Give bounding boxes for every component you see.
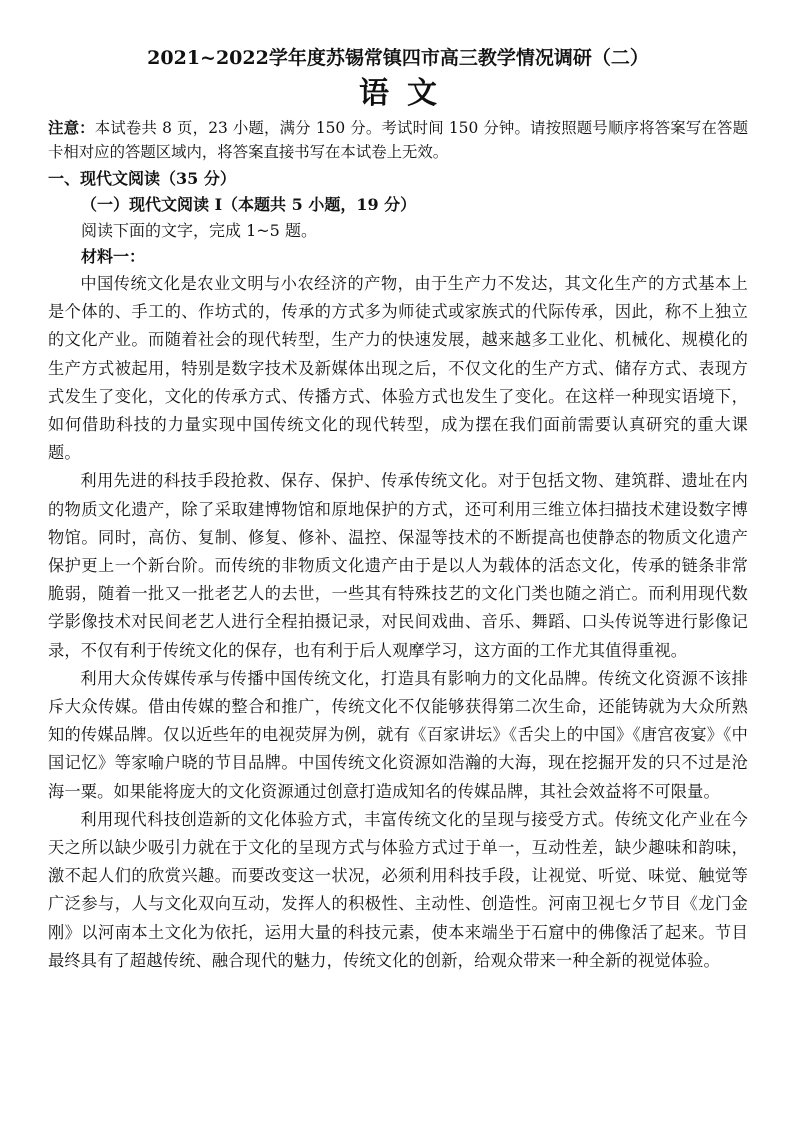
reading-instruction: 阅读下面的文字，完成 1~5 题。 bbox=[81, 221, 317, 240]
notice-label: 注意： bbox=[48, 119, 95, 137]
paragraph: 利用现代科技创造新的文化体验方式，丰富传统文化的呈现与接受方式。传统文化产业在今天之所以缺少吸引力就在于文化的呈现方式与体验方式过于单一，互动性差，缺少趣味和韵味，激不起人们的欣赏兴趣。而要改变这一状况，必须利用科技手段，让视觉、听觉、味觉、触觉等广泛参与，人与文化双向互动，发挥人的积极性、主动性、创造性。河南卫视七夕节目《龙门金刚》以河南本土文化为依托，运用大量的科技元素，使本来端坐于石窟中的佛像活了起来。节目最终具有了超越传统、融合现代的魅力，传统文化的创新，给观众带来一种全新的视觉体验。 bbox=[48, 809, 748, 970]
subject-title: 语文 bbox=[359, 76, 455, 111]
section-heading: 一、现代文阅读（35 分） bbox=[48, 169, 236, 188]
notice-text: 本试卷共 8 页，23 小题，满分 150 分。考试时间 150 分钟。请按照题号顺序将答案写在答题卡相对应的答题区域内，将答案直接书写在本试卷上无效。 bbox=[48, 119, 748, 161]
paragraph: 利用大众传媒传承与传播中国传统文化，打造具有影响力的文化品牌。传统文化资源不该排斥大众传媒。借由传媒的整合和推广，传统文化不仅能够获得第二次生命，还能铸就为大众所熟知的传媒品牌。仅以近些年的电视荧屏为例，就有《百家讲坛》《舌尖上的中国》《唐宫夜宴》《中国记忆》等家喻户晓的节目品牌。中国传统文化资源如浩瀚的大海，现在挖掘开发的只不过是沧海一粟。如果能将庞大的文化资源通过创意打造成知名的传媒品牌，其社会效益将不可限量。 bbox=[48, 668, 748, 801]
exam-page bbox=[48, 44, 748, 975]
subsection-heading: （一）现代文阅读 I（本题共 5 小题，19 分） bbox=[81, 195, 417, 214]
material-label: 材料一： bbox=[81, 247, 146, 266]
paragraph: 中国传统文化是农业文明与小农经济的产物，由于生产力不发达，其文化生产的方式基本上是个体的、手工的、作坊式的，传承的方式多为师徒式或家族式的代际传承，因此，称不上独立的文化产业。而随着社会的现代转型，生产力的快速发展，越来越多工业化、机械化、规模化的生产方式被起用，特别是数字技术及新媒体出现之后，不仅文化的生产方式、储存方式、表现方式发生了变化，文化的传承方式、传播方式、体验方式也发生了变化。在这样一种现实语境下，如何借助科技的力量实现中国传统文化的现代转型，成为摆在我们面前需要认真研究的重大课题。 bbox=[48, 274, 748, 463]
exam-title: 2021~2022学年度苏锡常镇四市高三教学情况调研（二） bbox=[147, 47, 649, 69]
notice-block bbox=[48, 116, 748, 164]
paragraph: 利用先进的科技手段抢救、保存、保护、传承传统文化。对于包括文物、建筑群、遗址在内的物质文化遗产，除了采取建博物馆和原地保护的方式，还可利用三维立体扫描技术建设数字博物馆。同时，高仿、复制、修复、修补、温控、保湿等技术的不断提高也使静态的物质文化遗产保护更上一个新台阶。而传统的非物质文化遗产由于是以人为载体的活态文化，传承的链条非常脆弱，随着一批又一批老艺人的去世，一些其有特殊技艺的文化门类也随之消亡。而利用现代数学影像技术对民间老艺人进行全程拍摄记录，对民间戏曲、音乐、舞蹈、口头传说等进行影像记录，不仅有利于传统文化的保存，也有利于后人观摩学习，这方面的工作尤其值得重视。 bbox=[48, 471, 748, 660]
